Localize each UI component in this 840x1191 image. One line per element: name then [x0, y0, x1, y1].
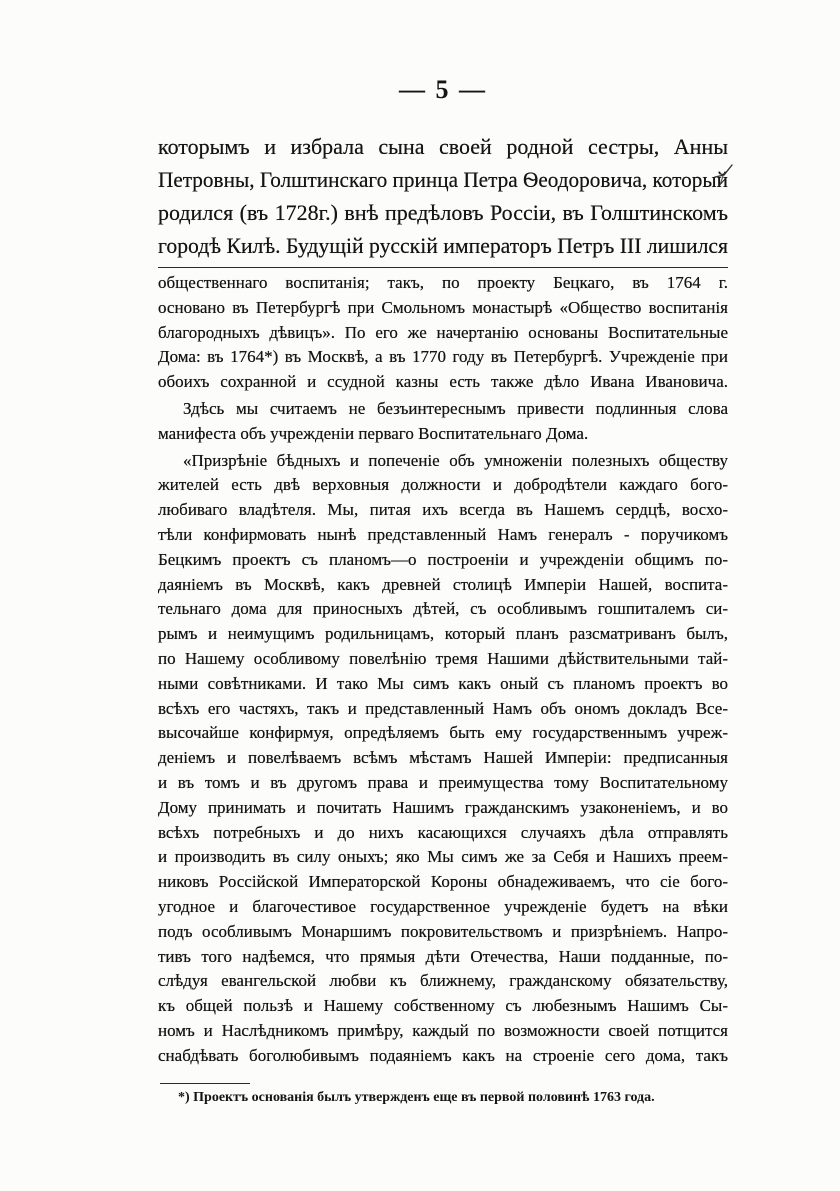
paragraph-line [158, 697, 728, 722]
paragraph-line-text: рымъ и неимущимъ родильницамъ, который планъ разсматриванъ былъ, [158, 624, 728, 644]
paragraph-line [158, 271, 728, 296]
main-text-line-text: городѣ Килѣ. Будущій русскій императоръ Петръ III лишился [158, 233, 728, 258]
paragraph-line-text: слѣдуя евангельской любви къ ближнему, гражданскому обязательству, [158, 971, 728, 991]
paragraph-line [158, 821, 728, 846]
paragraph-line [158, 1044, 728, 1069]
paragraph-line [158, 1019, 728, 1044]
paragraph-line-text: угодное и благочестивое государственное учрежденіе будетъ на вѣки [158, 896, 728, 916]
paragraph-line-text: подъ особливымъ Монаршимъ покровительствомъ и призрѣніемъ. Напро- [158, 921, 728, 941]
paragraph-line-text: тивъ того надѣемся, что прямыя дѣти Отечества, Наши подданные, по- [158, 946, 728, 966]
paragraph-line [158, 845, 728, 870]
main-text-line [158, 229, 728, 262]
footnote: *) Проектъ основанія былъ утвержденъ еще въ первой половинѣ 1763 года. [178, 1090, 655, 1105]
paragraph-line-text: «Призрѣніе бѣдныхъ и попеченіе объ умноженіи полезныхъ обществу [183, 450, 728, 470]
paragraph-line [158, 597, 728, 622]
main-text-line-text: которымъ и избрала сына своей родной сестры, Анны [158, 134, 728, 159]
pencil-mark [712, 163, 734, 187]
paragraph-line-text: Здѣсь мы считаемъ не безъинтереснымъ привести подлинныя слова [183, 398, 728, 418]
footnote-rule [160, 1083, 250, 1084]
paragraph-line-text: всѣхъ его частяхъ, такъ и представленный Намъ объ ономъ докладъ Все- [158, 698, 728, 718]
paragraph-line-text: Дому принимать и почитать Нашимъ гражданскимъ узаконеніемъ, и во [158, 797, 728, 817]
page-number: — 5 — [399, 75, 487, 104]
paragraph-line-text: къ общей пользѣ и Нашему собственному съ любезнымъ Нашимъ Сы- [158, 996, 728, 1016]
main-text-line [158, 196, 728, 229]
paragraph-line [158, 397, 728, 422]
paragraph-line [158, 498, 728, 523]
paragraph-line [158, 422, 728, 447]
paragraph-line [158, 672, 728, 697]
paragraph-line [158, 945, 728, 970]
paragraph-line [158, 920, 728, 945]
paragraph-line-text: даяніемъ въ Москвѣ, какъ древней столицѣ Имперіи Нашей, воспита- [158, 574, 728, 594]
paragraph-line-text: жителей есть двѣ верховныя должности и добродѣтели каждаго бого- [158, 475, 728, 495]
paragraph-line-text: снабдѣвать боголюбивымъ подаяніемъ какъ на строеніе сего дома, такъ [158, 1045, 728, 1065]
paragraph-line-text: Бецкимъ проектъ съ планомъ—о построеніи и учрежденіи общимъ по- [158, 549, 728, 569]
main-text-line [158, 130, 728, 163]
paragraph [158, 271, 728, 395]
paragraph-line [158, 473, 728, 498]
paragraph-line [158, 370, 728, 395]
paragraph-line-text: основано въ Петербургѣ при Смольномъ монастырѣ «Общество воспитанія [158, 297, 728, 317]
main-text-line [158, 163, 728, 196]
paragraph-line [158, 449, 728, 474]
paragraph-line [158, 573, 728, 598]
paragraph-line-text: тельнаго дома для приносныхъ дѣтей, съ особливымъ гошпиталемъ си- [158, 599, 728, 619]
paragraph-line [158, 345, 728, 370]
paragraph-line-text: деніемъ и повелѣваемъ всѣмъ мѣстамъ Нашей Имперіи: предписанныя [158, 748, 728, 768]
paragraph-line [158, 622, 728, 647]
continued-text [158, 271, 728, 1069]
paragraph-line-text: любиваго владѣтеля. Мы, питая ихъ всегда въ Нашемъ сердцѣ, восхо- [158, 500, 728, 520]
paragraph-line [158, 721, 728, 746]
paragraph-line-text: Дома: въ 1764*) въ Москвѣ, а въ 1770 году въ Петербургѣ. Учрежденіе при [158, 347, 728, 367]
paragraph-line [158, 771, 728, 796]
paragraph-line-text: тѣли конфирмовать нынѣ представленный Намъ генералъ - поручикомъ [158, 524, 728, 544]
paragraph-line-text: общественнаго воспитанія; такъ, по проекту Бецкаго, въ 1764 г. [158, 273, 728, 292]
paragraph-line-text: всѣхъ потребныхъ и до нихъ касающихся случаяхъ дѣла отправлять [158, 822, 728, 842]
paragraph-line [158, 895, 728, 920]
paragraph-line [158, 746, 728, 771]
paragraph-line-text: манифеста объ учрежденіи перваго Воспитательнаго Дома. [158, 423, 589, 443]
paragraph-line [158, 796, 728, 821]
paragraph-line [158, 994, 728, 1019]
paragraph-line-text: ными совѣтниками. И тако Мы симъ какъ оный съ планомъ проектъ во [158, 673, 728, 693]
paragraph-line [158, 969, 728, 994]
main-text-line-text: Петровны, Голштинскаго принца Петра Ѳеодоровича, который [158, 167, 728, 192]
main-text [158, 130, 728, 262]
paragraph-line-text: благородныхъ дѣвицъ». По его же начертанію основаны Воспитательные [158, 322, 728, 342]
main-text-line-text: родился (въ 1728г.) внѣ предѣловъ Россіи, въ Голштинскомъ [158, 200, 728, 225]
paragraph-line-text: обоихъ сохранной и ссудной казны есть также дѣло Ивана Ивановича. [158, 372, 728, 392]
paragraph-line-text: номъ и Наслѣдникомъ примѣру, каждый по возможности своей потщится [158, 1020, 728, 1040]
paragraph-line-text: никовъ Россійской Императорской Короны обнадеживаемъ, что сіе бого- [158, 872, 728, 892]
paragraph-line-text: и въ томъ и въ другомъ права и преимущества тому Воспитательному [158, 772, 728, 792]
paragraph [158, 397, 728, 447]
paragraph [158, 449, 728, 1069]
paragraph-line [158, 870, 728, 895]
paragraph-line [158, 523, 728, 548]
separator-rule [158, 267, 728, 268]
paragraph-line [158, 321, 728, 346]
paragraph-line-text: по Нашему особливому повелѣнію тремя Нашими дѣйствительными тай- [158, 648, 728, 668]
paragraph-line [158, 647, 728, 672]
paragraph-line [158, 296, 728, 321]
paragraph-line [158, 548, 728, 573]
paragraph-line-text: и производить въ силу оныхъ; яко Мы симъ же за Себя и Нашихъ преем- [158, 847, 728, 867]
paragraph-line-text: высочайше конфирмуя, опредѣляемъ быть ему государственнымъ учреж- [158, 723, 728, 743]
